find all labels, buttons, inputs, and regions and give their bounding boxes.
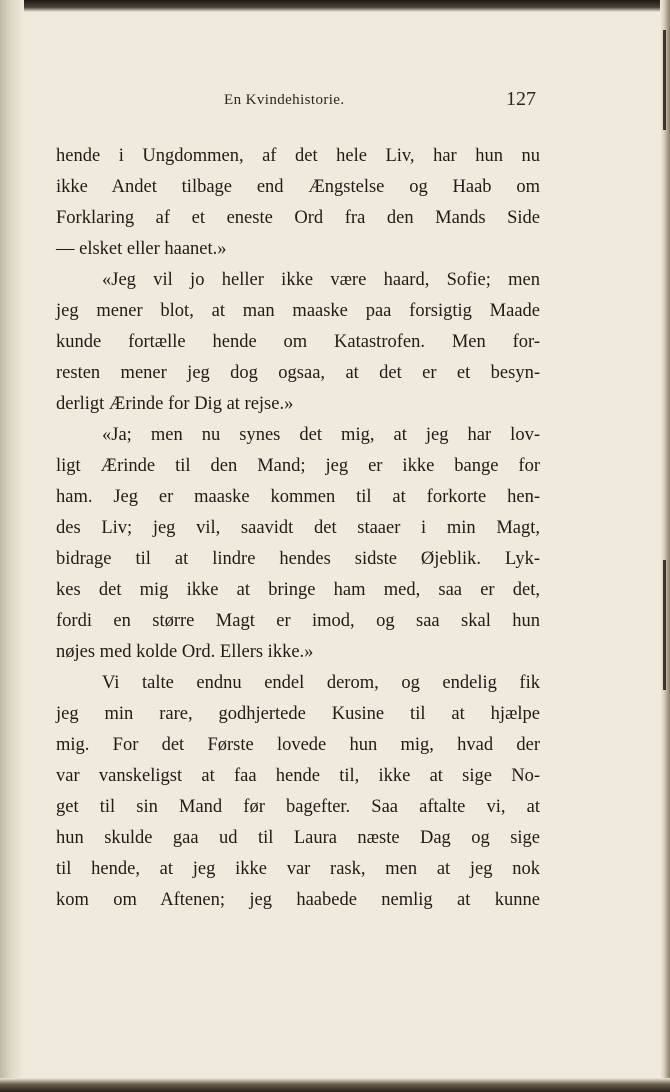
text-line: «Jeg vil jo heller ikke være haard, Sofie; men xyxy=(102,270,540,290)
text-line: kes det mig ikke at bringe ham med, saa er det, xyxy=(56,580,540,600)
text-line: ikke Andet tilbage end Ængstelse og Haab om xyxy=(56,177,540,197)
text-line: «Ja; men nu synes det mig, at jeg har lov- xyxy=(102,425,540,445)
text-line: derligt Ærinde for Dig at rejse.» xyxy=(56,394,294,414)
text-line: get til sin Mand før bagefter. Saa aftalte vi, at xyxy=(56,797,540,817)
text-line: — elsket eller haanet.» xyxy=(56,239,227,259)
text-line: ham. Jeg er maaske kommen til at forkorte hen- xyxy=(56,487,540,507)
text-line: resten mener jeg dog ogsaa, at det er et besyn- xyxy=(56,363,540,383)
running-title: En Kvindehistorie. xyxy=(224,92,345,108)
text-line: kunde fortælle hende om Katastrofen. Men for- xyxy=(56,332,540,352)
text-line: var vanskeligst at faa hende til, ikke at sige No- xyxy=(56,766,540,786)
text-line: Forklaring af et eneste Ord fra den Mands Side xyxy=(56,208,540,228)
text-line: mig. For det Første lovede hun mig, hvad der xyxy=(56,735,540,755)
running-header xyxy=(0,88,670,118)
text-line: jeg mener blot, at man maaske paa forsigtig Maade xyxy=(56,301,540,321)
text-line: kom om Aftenen; jeg haabede nemlig at kunne xyxy=(56,890,540,910)
text-line: hende i Ungdommen, af det hele Liv, har hun nu xyxy=(56,146,540,166)
body-text xyxy=(56,141,540,916)
text-line: hun skulde gaa ud til Laura næste Dag og sige xyxy=(56,828,540,848)
page-gutter-shadow xyxy=(0,0,24,1092)
text-line: jeg min rare, godhjertede Kusine til at hjælpe xyxy=(56,704,540,724)
text-line: nøjes med kolde Ord. Ellers ikke.» xyxy=(56,642,314,662)
text-line: des Liv; jeg vil, saavidt det staaer i min Magt, xyxy=(56,518,540,538)
page-number: 127 xyxy=(506,88,536,110)
edge-mark xyxy=(663,560,666,690)
text-line: til hende, at jeg ikke var rask, men at jeg nok xyxy=(56,859,540,879)
text-line: fordi en større Magt er imod, og saa skal hun xyxy=(56,611,540,631)
text-line: ligt Ærinde til den Mand; jeg er ikke bange for xyxy=(56,456,540,476)
text-line: bidrage til at lindre hendes sidste Øjeblik. Lyk- xyxy=(56,549,540,569)
text-line: Vi talte endnu endel derom, og endelig fik xyxy=(102,673,540,693)
page-right-edge xyxy=(660,0,670,1092)
page-top-edge xyxy=(0,0,670,12)
page-bottom-edge xyxy=(0,1078,670,1092)
